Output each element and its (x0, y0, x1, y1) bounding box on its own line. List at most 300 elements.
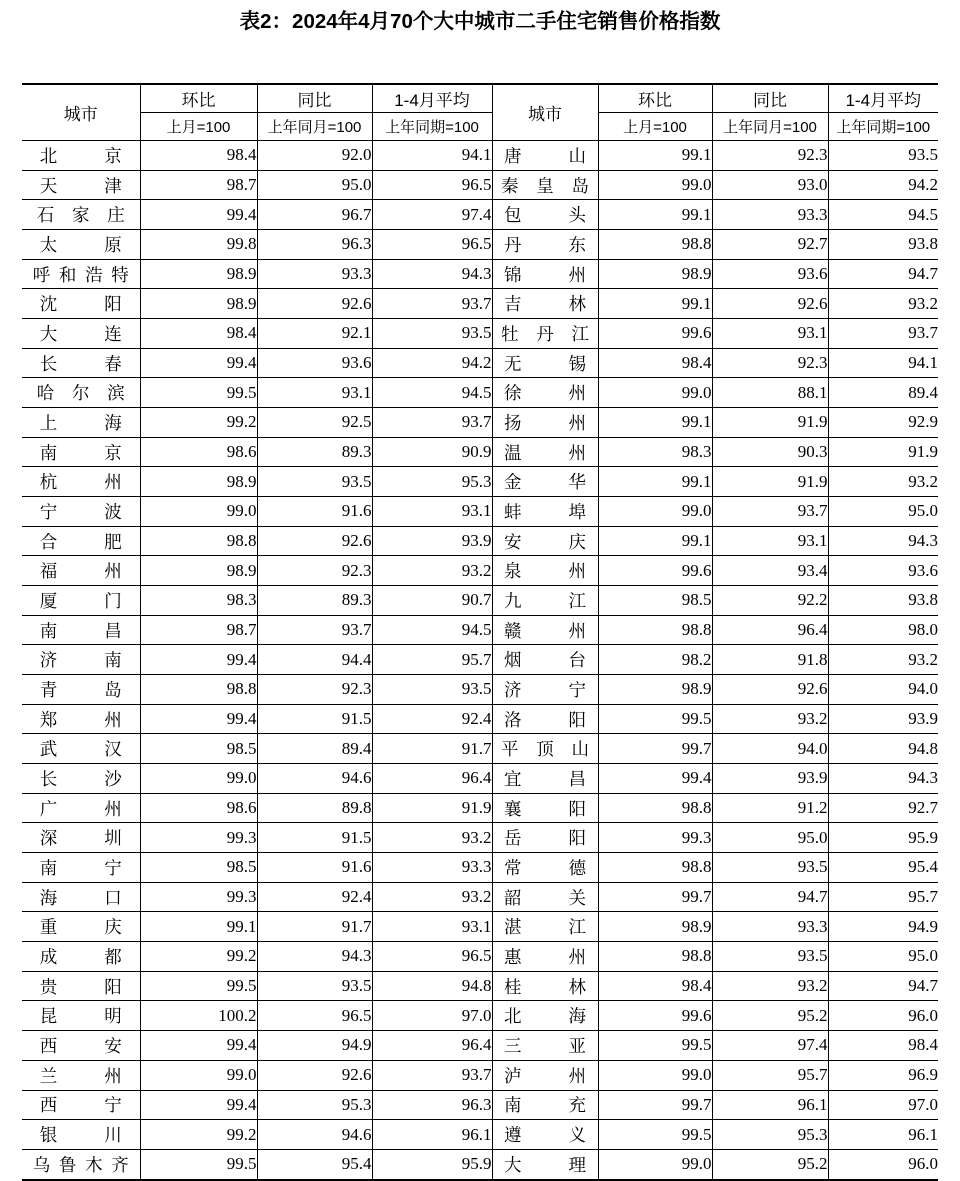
cell-yoy-left: 89.4 (257, 734, 372, 764)
table-row (22, 259, 938, 289)
cell-mom-left: 98.5 (140, 853, 257, 883)
table-row (22, 170, 938, 200)
cell-avg-right: 94.3 (828, 764, 938, 794)
cell-yoy-right: 95.2 (712, 1149, 828, 1179)
city-name: 成都 (39, 946, 122, 967)
city-name: 三亚 (504, 1035, 586, 1056)
cell-avg-left: 93.7 (372, 408, 492, 438)
city-name: 南宁 (39, 857, 122, 878)
cell-mom-left: 99.3 (140, 823, 257, 853)
city-name: 青岛 (39, 679, 122, 700)
cell-city-right (492, 556, 598, 586)
city-name: 赣州 (504, 620, 586, 641)
city-name: 蚌埠 (504, 501, 586, 522)
cell-city-left (22, 319, 140, 349)
cell-yoy-right: 93.0 (712, 170, 828, 200)
cell-yoy-left: 92.6 (257, 1060, 372, 1090)
cell-yoy-left: 92.0 (257, 141, 372, 171)
cell-yoy-left: 95.3 (257, 1090, 372, 1120)
city-name: 上海 (39, 412, 122, 433)
cell-avg-right: 93.6 (828, 556, 938, 586)
cell-city-left (22, 823, 140, 853)
cell-mom-left: 98.4 (140, 141, 257, 171)
cell-avg-right: 91.9 (828, 437, 938, 467)
city-name: 济宁 (504, 679, 586, 700)
cell-yoy-right: 93.7 (712, 497, 828, 527)
city-name: 牡丹江 (501, 323, 589, 344)
table-row (22, 289, 938, 319)
cell-city-right (492, 1060, 598, 1090)
table-row (22, 675, 938, 705)
city-name: 韶关 (504, 887, 586, 908)
cell-avg-left: 94.5 (372, 615, 492, 645)
cell-city-left (22, 645, 140, 675)
cell-yoy-right: 92.3 (712, 348, 828, 378)
cell-city-right (492, 526, 598, 556)
cell-avg-left: 96.4 (372, 1031, 492, 1061)
header-yoy-base-right: 上年同月=100 (712, 113, 828, 141)
cell-mom-right: 98.9 (598, 259, 712, 289)
cell-yoy-right: 94.7 (712, 882, 828, 912)
cell-mom-right: 98.8 (598, 942, 712, 972)
cell-city-left (22, 289, 140, 319)
cell-city-left (22, 141, 140, 171)
city-name: 北京 (39, 145, 122, 166)
cell-mom-right: 99.1 (598, 141, 712, 171)
cell-city-left (22, 615, 140, 645)
cell-yoy-left: 92.1 (257, 319, 372, 349)
cell-mom-left: 98.6 (140, 437, 257, 467)
cell-mom-left: 99.0 (140, 764, 257, 794)
cell-yoy-left: 92.3 (257, 556, 372, 586)
cell-avg-left: 93.2 (372, 823, 492, 853)
cell-yoy-right: 93.2 (712, 704, 828, 734)
table-row (22, 645, 938, 675)
cell-yoy-right: 93.3 (712, 200, 828, 230)
cell-mom-right: 99.6 (598, 1001, 712, 1031)
cell-avg-left: 93.3 (372, 853, 492, 883)
cell-yoy-right: 91.9 (712, 467, 828, 497)
city-name: 常德 (504, 857, 586, 878)
cell-mom-left: 98.7 (140, 615, 257, 645)
city-name: 大理 (504, 1154, 586, 1175)
cell-mom-right: 99.7 (598, 1090, 712, 1120)
cell-avg-right: 92.9 (828, 408, 938, 438)
cell-yoy-left: 96.3 (257, 230, 372, 260)
cell-avg-left: 96.5 (372, 230, 492, 260)
city-name: 西安 (39, 1035, 122, 1056)
header-avg-base-left: 上年同期=100 (372, 113, 492, 141)
cell-yoy-left: 89.3 (257, 586, 372, 616)
city-name: 金华 (504, 472, 586, 493)
cell-yoy-left: 93.6 (257, 348, 372, 378)
cell-mom-left: 99.4 (140, 645, 257, 675)
cell-avg-right: 92.7 (828, 793, 938, 823)
cell-city-left (22, 675, 140, 705)
table-row (22, 408, 938, 438)
header-mom-base-left: 上月=100 (140, 113, 257, 141)
cell-city-left (22, 586, 140, 616)
cell-city-right (492, 971, 598, 1001)
cell-mom-right: 99.7 (598, 734, 712, 764)
cell-mom-right: 98.9 (598, 912, 712, 942)
cell-mom-right: 98.8 (598, 853, 712, 883)
cell-mom-left: 99.4 (140, 1031, 257, 1061)
cell-city-right (492, 170, 598, 200)
city-name: 广州 (39, 798, 122, 819)
table-row (22, 1060, 938, 1090)
table-row (22, 230, 938, 260)
cell-mom-right: 99.0 (598, 1060, 712, 1090)
header-city-left: 城市 (22, 84, 140, 141)
city-name: 丹东 (504, 234, 586, 255)
cell-mom-right: 99.0 (598, 497, 712, 527)
cell-yoy-left: 96.7 (257, 200, 372, 230)
cell-mom-right: 99.5 (598, 1031, 712, 1061)
table-row (22, 348, 938, 378)
cell-avg-right: 95.4 (828, 853, 938, 883)
cell-yoy-right: 92.6 (712, 289, 828, 319)
cell-yoy-right: 94.0 (712, 734, 828, 764)
cell-avg-right: 94.7 (828, 971, 938, 1001)
cell-mom-left: 99.4 (140, 200, 257, 230)
cell-yoy-right: 96.1 (712, 1090, 828, 1120)
cell-avg-right: 95.7 (828, 882, 938, 912)
city-name: 包头 (504, 205, 586, 226)
table-row (22, 319, 938, 349)
cell-mom-left: 99.5 (140, 378, 257, 408)
header-avg-right: 1-4月平均 (828, 84, 938, 113)
cell-avg-left: 97.0 (372, 1001, 492, 1031)
city-name: 徐州 (504, 383, 586, 404)
cell-avg-right: 96.1 (828, 1120, 938, 1150)
cell-yoy-right: 88.1 (712, 378, 828, 408)
table-row (22, 882, 938, 912)
cell-yoy-left: 95.4 (257, 1149, 372, 1179)
header-mom-left: 环比 (140, 84, 257, 113)
cell-avg-right: 93.2 (828, 645, 938, 675)
city-name: 武汉 (39, 739, 122, 760)
city-name: 乌鲁木齐 (32, 1154, 129, 1175)
cell-city-left (22, 170, 140, 200)
cell-city-right (492, 1120, 598, 1150)
cell-yoy-right: 93.5 (712, 853, 828, 883)
cell-city-left (22, 1001, 140, 1031)
cell-avg-left: 96.3 (372, 1090, 492, 1120)
cell-yoy-right: 95.2 (712, 1001, 828, 1031)
cell-yoy-right: 93.1 (712, 526, 828, 556)
cell-avg-left: 92.4 (372, 704, 492, 734)
cell-yoy-left: 93.7 (257, 615, 372, 645)
table-row (22, 704, 938, 734)
cell-avg-left: 93.7 (372, 1060, 492, 1090)
cell-city-left (22, 348, 140, 378)
city-name: 贵阳 (39, 976, 122, 997)
cell-city-right (492, 586, 598, 616)
city-name: 温州 (504, 442, 586, 463)
cell-mom-left: 99.4 (140, 1090, 257, 1120)
city-name: 南充 (504, 1095, 586, 1116)
city-name: 南昌 (39, 620, 122, 641)
header-mom-base-right: 上月=100 (598, 113, 712, 141)
cell-avg-left: 94.2 (372, 348, 492, 378)
cell-city-left (22, 1031, 140, 1061)
cell-city-right (492, 437, 598, 467)
cell-mom-left: 99.3 (140, 882, 257, 912)
city-name: 大连 (39, 323, 122, 344)
cell-mom-left: 98.4 (140, 319, 257, 349)
cell-yoy-right: 93.6 (712, 259, 828, 289)
table-row (22, 556, 938, 586)
cell-avg-right: 95.0 (828, 942, 938, 972)
cell-yoy-right: 92.7 (712, 230, 828, 260)
cell-city-left (22, 734, 140, 764)
cell-mom-left: 98.9 (140, 467, 257, 497)
cell-yoy-left: 95.0 (257, 170, 372, 200)
cell-yoy-left: 89.3 (257, 437, 372, 467)
cell-mom-right: 99.0 (598, 170, 712, 200)
cell-mom-right: 99.1 (598, 408, 712, 438)
cell-mom-left: 99.8 (140, 230, 257, 260)
cell-city-right (492, 704, 598, 734)
city-name: 平顶山 (501, 739, 589, 760)
table-row (22, 437, 938, 467)
cell-city-right (492, 853, 598, 883)
cell-city-right (492, 141, 598, 171)
table-row (22, 793, 938, 823)
cell-city-left (22, 882, 140, 912)
cell-city-right (492, 319, 598, 349)
cell-avg-right: 98.0 (828, 615, 938, 645)
cell-avg-left: 94.3 (372, 259, 492, 289)
city-name: 深圳 (39, 828, 122, 849)
city-name: 桂林 (504, 976, 586, 997)
cell-yoy-left: 91.5 (257, 704, 372, 734)
cell-city-right (492, 378, 598, 408)
cell-avg-left: 94.5 (372, 378, 492, 408)
table-row (22, 764, 938, 794)
cell-yoy-left: 91.6 (257, 853, 372, 883)
cell-city-left (22, 556, 140, 586)
cell-yoy-right: 92.3 (712, 141, 828, 171)
cell-city-left (22, 853, 140, 883)
cell-mom-left: 99.2 (140, 408, 257, 438)
table-row (22, 467, 938, 497)
cell-mom-left: 98.8 (140, 526, 257, 556)
header-mom-right: 环比 (598, 84, 712, 113)
cell-yoy-left: 96.5 (257, 1001, 372, 1031)
cell-avg-right: 97.0 (828, 1090, 938, 1120)
cell-yoy-right: 93.2 (712, 971, 828, 1001)
cell-avg-left: 93.1 (372, 497, 492, 527)
table-row (22, 853, 938, 883)
cell-avg-left: 96.5 (372, 942, 492, 972)
table-row (22, 942, 938, 972)
city-name: 郑州 (39, 709, 122, 730)
cell-yoy-right: 91.2 (712, 793, 828, 823)
cell-yoy-right: 91.9 (712, 408, 828, 438)
cell-yoy-right: 97.4 (712, 1031, 828, 1061)
cell-avg-right: 93.8 (828, 586, 938, 616)
cell-city-right (492, 348, 598, 378)
city-name: 沈阳 (39, 294, 122, 315)
cell-avg-left: 91.9 (372, 793, 492, 823)
cell-city-right (492, 200, 598, 230)
cell-yoy-right: 93.9 (712, 764, 828, 794)
cell-mom-right: 99.5 (598, 1120, 712, 1150)
cell-avg-right: 93.7 (828, 319, 938, 349)
cell-avg-right: 98.4 (828, 1031, 938, 1061)
cell-yoy-left: 91.5 (257, 823, 372, 853)
city-name: 泸州 (504, 1065, 586, 1086)
cell-city-right (492, 645, 598, 675)
cell-mom-right: 99.1 (598, 526, 712, 556)
cell-mom-right: 98.4 (598, 348, 712, 378)
cell-avg-left: 95.9 (372, 1149, 492, 1179)
cell-city-left (22, 793, 140, 823)
cell-mom-left: 98.8 (140, 675, 257, 705)
cell-yoy-left: 89.8 (257, 793, 372, 823)
cell-avg-right: 93.2 (828, 467, 938, 497)
cell-mom-left: 99.4 (140, 348, 257, 378)
city-name: 宁波 (39, 501, 122, 522)
cell-avg-right: 94.7 (828, 259, 938, 289)
cell-city-right (492, 823, 598, 853)
cell-avg-right: 93.9 (828, 704, 938, 734)
cell-avg-right: 94.3 (828, 526, 938, 556)
cell-mom-right: 98.2 (598, 645, 712, 675)
cell-yoy-left: 93.5 (257, 467, 372, 497)
table-row (22, 378, 938, 408)
cell-city-right (492, 467, 598, 497)
cell-city-right (492, 497, 598, 527)
cell-yoy-left: 92.3 (257, 675, 372, 705)
cell-mom-left: 99.5 (140, 1149, 257, 1179)
cell-yoy-right: 93.3 (712, 912, 828, 942)
cell-city-left (22, 1120, 140, 1150)
city-name: 锦州 (504, 264, 586, 285)
cell-avg-left: 96.1 (372, 1120, 492, 1150)
city-name: 兰州 (39, 1065, 122, 1086)
table-row (22, 734, 938, 764)
city-name: 石家庄 (36, 205, 125, 226)
cell-yoy-right: 92.6 (712, 675, 828, 705)
city-name: 银川 (39, 1125, 122, 1145)
cell-mom-right: 98.5 (598, 586, 712, 616)
cell-mom-left: 98.6 (140, 793, 257, 823)
city-name: 长春 (39, 353, 122, 374)
cell-mom-right: 99.7 (598, 882, 712, 912)
city-name: 天津 (39, 175, 122, 196)
table-row (22, 615, 938, 645)
cell-avg-right: 94.2 (828, 170, 938, 200)
cell-avg-right: 89.4 (828, 378, 938, 408)
cell-yoy-left: 92.5 (257, 408, 372, 438)
city-name: 西宁 (39, 1095, 122, 1116)
city-name: 襄阳 (504, 798, 586, 819)
cell-avg-left: 90.7 (372, 586, 492, 616)
city-name: 扬州 (504, 412, 586, 433)
cell-mom-right: 99.3 (598, 823, 712, 853)
page-title: 表2：2024年4月70个大中城市二手住宅销售价格指数 (239, 10, 721, 33)
cell-city-left (22, 1149, 140, 1179)
header-yoy-right: 同比 (712, 84, 828, 113)
cell-mom-left: 99.0 (140, 497, 257, 527)
cell-yoy-right: 93.5 (712, 942, 828, 972)
table-row (22, 141, 938, 171)
cell-avg-right: 94.1 (828, 348, 938, 378)
cell-city-left (22, 200, 140, 230)
cell-city-left (22, 378, 140, 408)
header-avg-base-right: 上年同期=100 (828, 113, 938, 141)
cell-yoy-left: 94.6 (257, 764, 372, 794)
cell-avg-left: 96.5 (372, 170, 492, 200)
cell-avg-right: 95.9 (828, 823, 938, 853)
table-row (22, 1001, 938, 1031)
cell-city-right (492, 1149, 598, 1179)
cell-mom-right: 99.1 (598, 200, 712, 230)
cell-avg-left: 93.5 (372, 675, 492, 705)
cell-avg-left: 93.2 (372, 556, 492, 586)
cell-avg-left: 95.7 (372, 645, 492, 675)
cell-mom-left: 99.1 (140, 912, 257, 942)
cell-yoy-left: 91.7 (257, 912, 372, 942)
cell-yoy-left: 92.6 (257, 526, 372, 556)
city-name: 吉林 (504, 294, 586, 315)
cell-mom-left: 99.4 (140, 704, 257, 734)
cell-avg-left: 97.4 (372, 200, 492, 230)
city-name: 呼和浩特 (32, 264, 129, 285)
city-name: 济南 (39, 650, 122, 671)
table-row (22, 1120, 938, 1150)
cell-yoy-left: 93.1 (257, 378, 372, 408)
cell-avg-right: 96.0 (828, 1001, 938, 1031)
header-yoy-base-left: 上年同月=100 (257, 113, 372, 141)
cell-city-right (492, 289, 598, 319)
cell-avg-right: 93.2 (828, 289, 938, 319)
city-name: 无锡 (504, 353, 586, 374)
cell-mom-left: 98.5 (140, 734, 257, 764)
header-yoy-left: 同比 (257, 84, 372, 113)
cell-mom-right: 99.1 (598, 289, 712, 319)
city-name: 长沙 (39, 768, 122, 789)
cell-city-left (22, 467, 140, 497)
cell-mom-left: 98.7 (140, 170, 257, 200)
cell-yoy-left: 91.6 (257, 497, 372, 527)
cell-mom-left: 98.3 (140, 586, 257, 616)
header-city-right: 城市 (492, 84, 598, 141)
cell-avg-right: 96.9 (828, 1060, 938, 1090)
cell-city-left (22, 942, 140, 972)
cell-mom-left: 99.2 (140, 942, 257, 972)
cell-mom-right: 99.0 (598, 378, 712, 408)
header-row-metric-bases (22, 113, 938, 141)
cell-avg-right: 94.9 (828, 912, 938, 942)
cell-city-right (492, 1031, 598, 1061)
table-row (22, 912, 938, 942)
cell-yoy-right: 96.4 (712, 615, 828, 645)
cell-yoy-left: 93.3 (257, 259, 372, 289)
table-row (22, 1031, 938, 1061)
cell-avg-left: 90.9 (372, 437, 492, 467)
city-name: 安庆 (504, 531, 586, 552)
cell-yoy-left: 92.4 (257, 882, 372, 912)
city-name: 秦皇岛 (501, 175, 589, 196)
cell-avg-right: 94.0 (828, 675, 938, 705)
cell-yoy-right: 91.8 (712, 645, 828, 675)
city-name: 洛阳 (504, 709, 586, 730)
cell-mom-right: 99.5 (598, 704, 712, 734)
